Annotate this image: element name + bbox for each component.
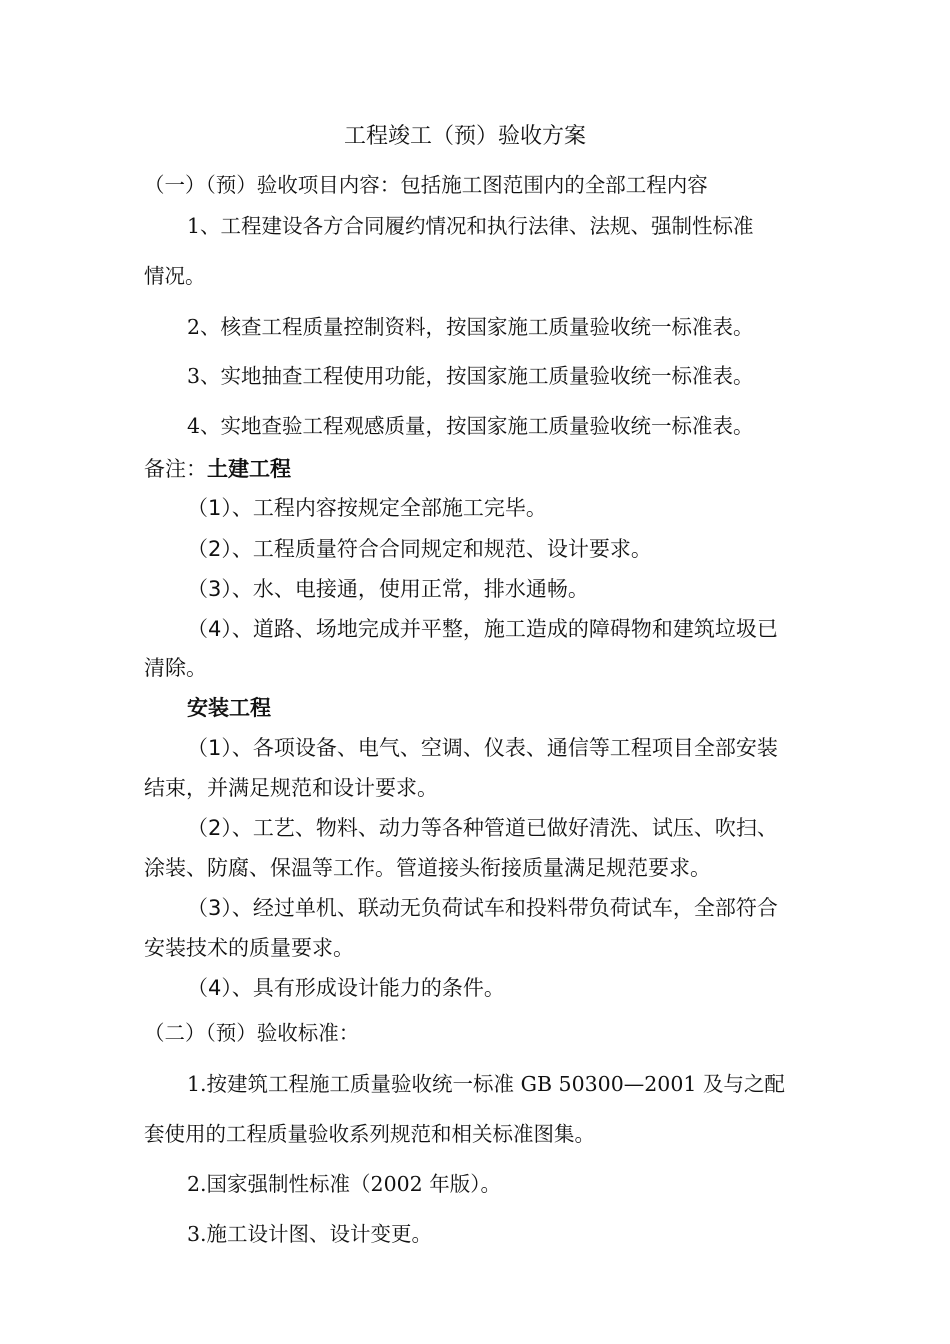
document-title: 工程竣工（预）验收方案 <box>344 124 587 149</box>
install-item-3-line2: 安装技术的质量要求。 <box>144 936 354 960</box>
civil-item-1: （1）、工程内容按规定全部施工完毕。 <box>187 496 547 520</box>
install-heading: 安装工程 <box>187 696 271 720</box>
note-line <box>144 453 291 483</box>
standard-1-line1: 1.按建筑工程施工质量验收统一标准 GB 50300—2001 及与之配 <box>187 1072 785 1096</box>
item2: 2、核查工程质量控制资料，按国家施工质量验收统一标准表。 <box>187 315 754 339</box>
standard-1-line2: 套使用的工程质量验收系列规范和相关标准图集。 <box>144 1122 595 1146</box>
install-item-1-line1: （1）、各项设备、电气、空调、仪表、通信等工程项目全部安装 <box>187 736 778 760</box>
install-item-2-line1: （2）、工艺、物料、动力等各种管道已做好清洗、试压、吹扫、 <box>187 816 778 840</box>
civil-heading: 土建工程 <box>207 457 291 481</box>
civil-item-4-line2: 清除。 <box>144 656 207 680</box>
standard-2: 2.国家强制性标准（2002 年版）。 <box>187 1172 501 1196</box>
civil-item-4-line1: （4）、道路、场地完成并平整，施工造成的障碍物和建筑垃圾已 <box>187 617 778 641</box>
civil-item-2: （2）、工程质量符合合同规定和规范、设计要求。 <box>187 537 652 561</box>
install-item-1-line2: 结束，并满足规范和设计要求。 <box>144 776 438 800</box>
section2-heading: （二）（预）验收标准： <box>144 1021 360 1045</box>
item1-line2: 情况。 <box>144 264 206 288</box>
install-item-2-line2: 涂装、防腐、保温等工作。管道接头衔接质量满足规范要求。 <box>144 856 711 880</box>
item4: 4、实地查验工程观感质量，按国家施工质量验收统一标准表。 <box>187 414 754 438</box>
install-item-4: （4）、具有形成设计能力的条件。 <box>187 976 505 1000</box>
standard-3: 3.施工设计图、设计变更。 <box>187 1222 433 1246</box>
install-item-3-line1: （3）、经过单机、联动无负荷试车和投料带负荷试车，全部符合 <box>187 896 778 920</box>
item3: 3、实地抽查工程使用功能，按国家施工质量验收统一标准表。 <box>187 364 754 388</box>
item1-line1: 1、工程建设各方合同履约情况和执行法律、法规、强制性标准 <box>187 214 754 238</box>
section1-heading: （一）（预）验收项目内容：包括施工图范围内的全部工程内容 <box>144 173 708 197</box>
note-label: 备注： <box>144 457 207 481</box>
civil-item-3: （3）、水、电接通，使用正常，排水通畅。 <box>187 577 589 601</box>
